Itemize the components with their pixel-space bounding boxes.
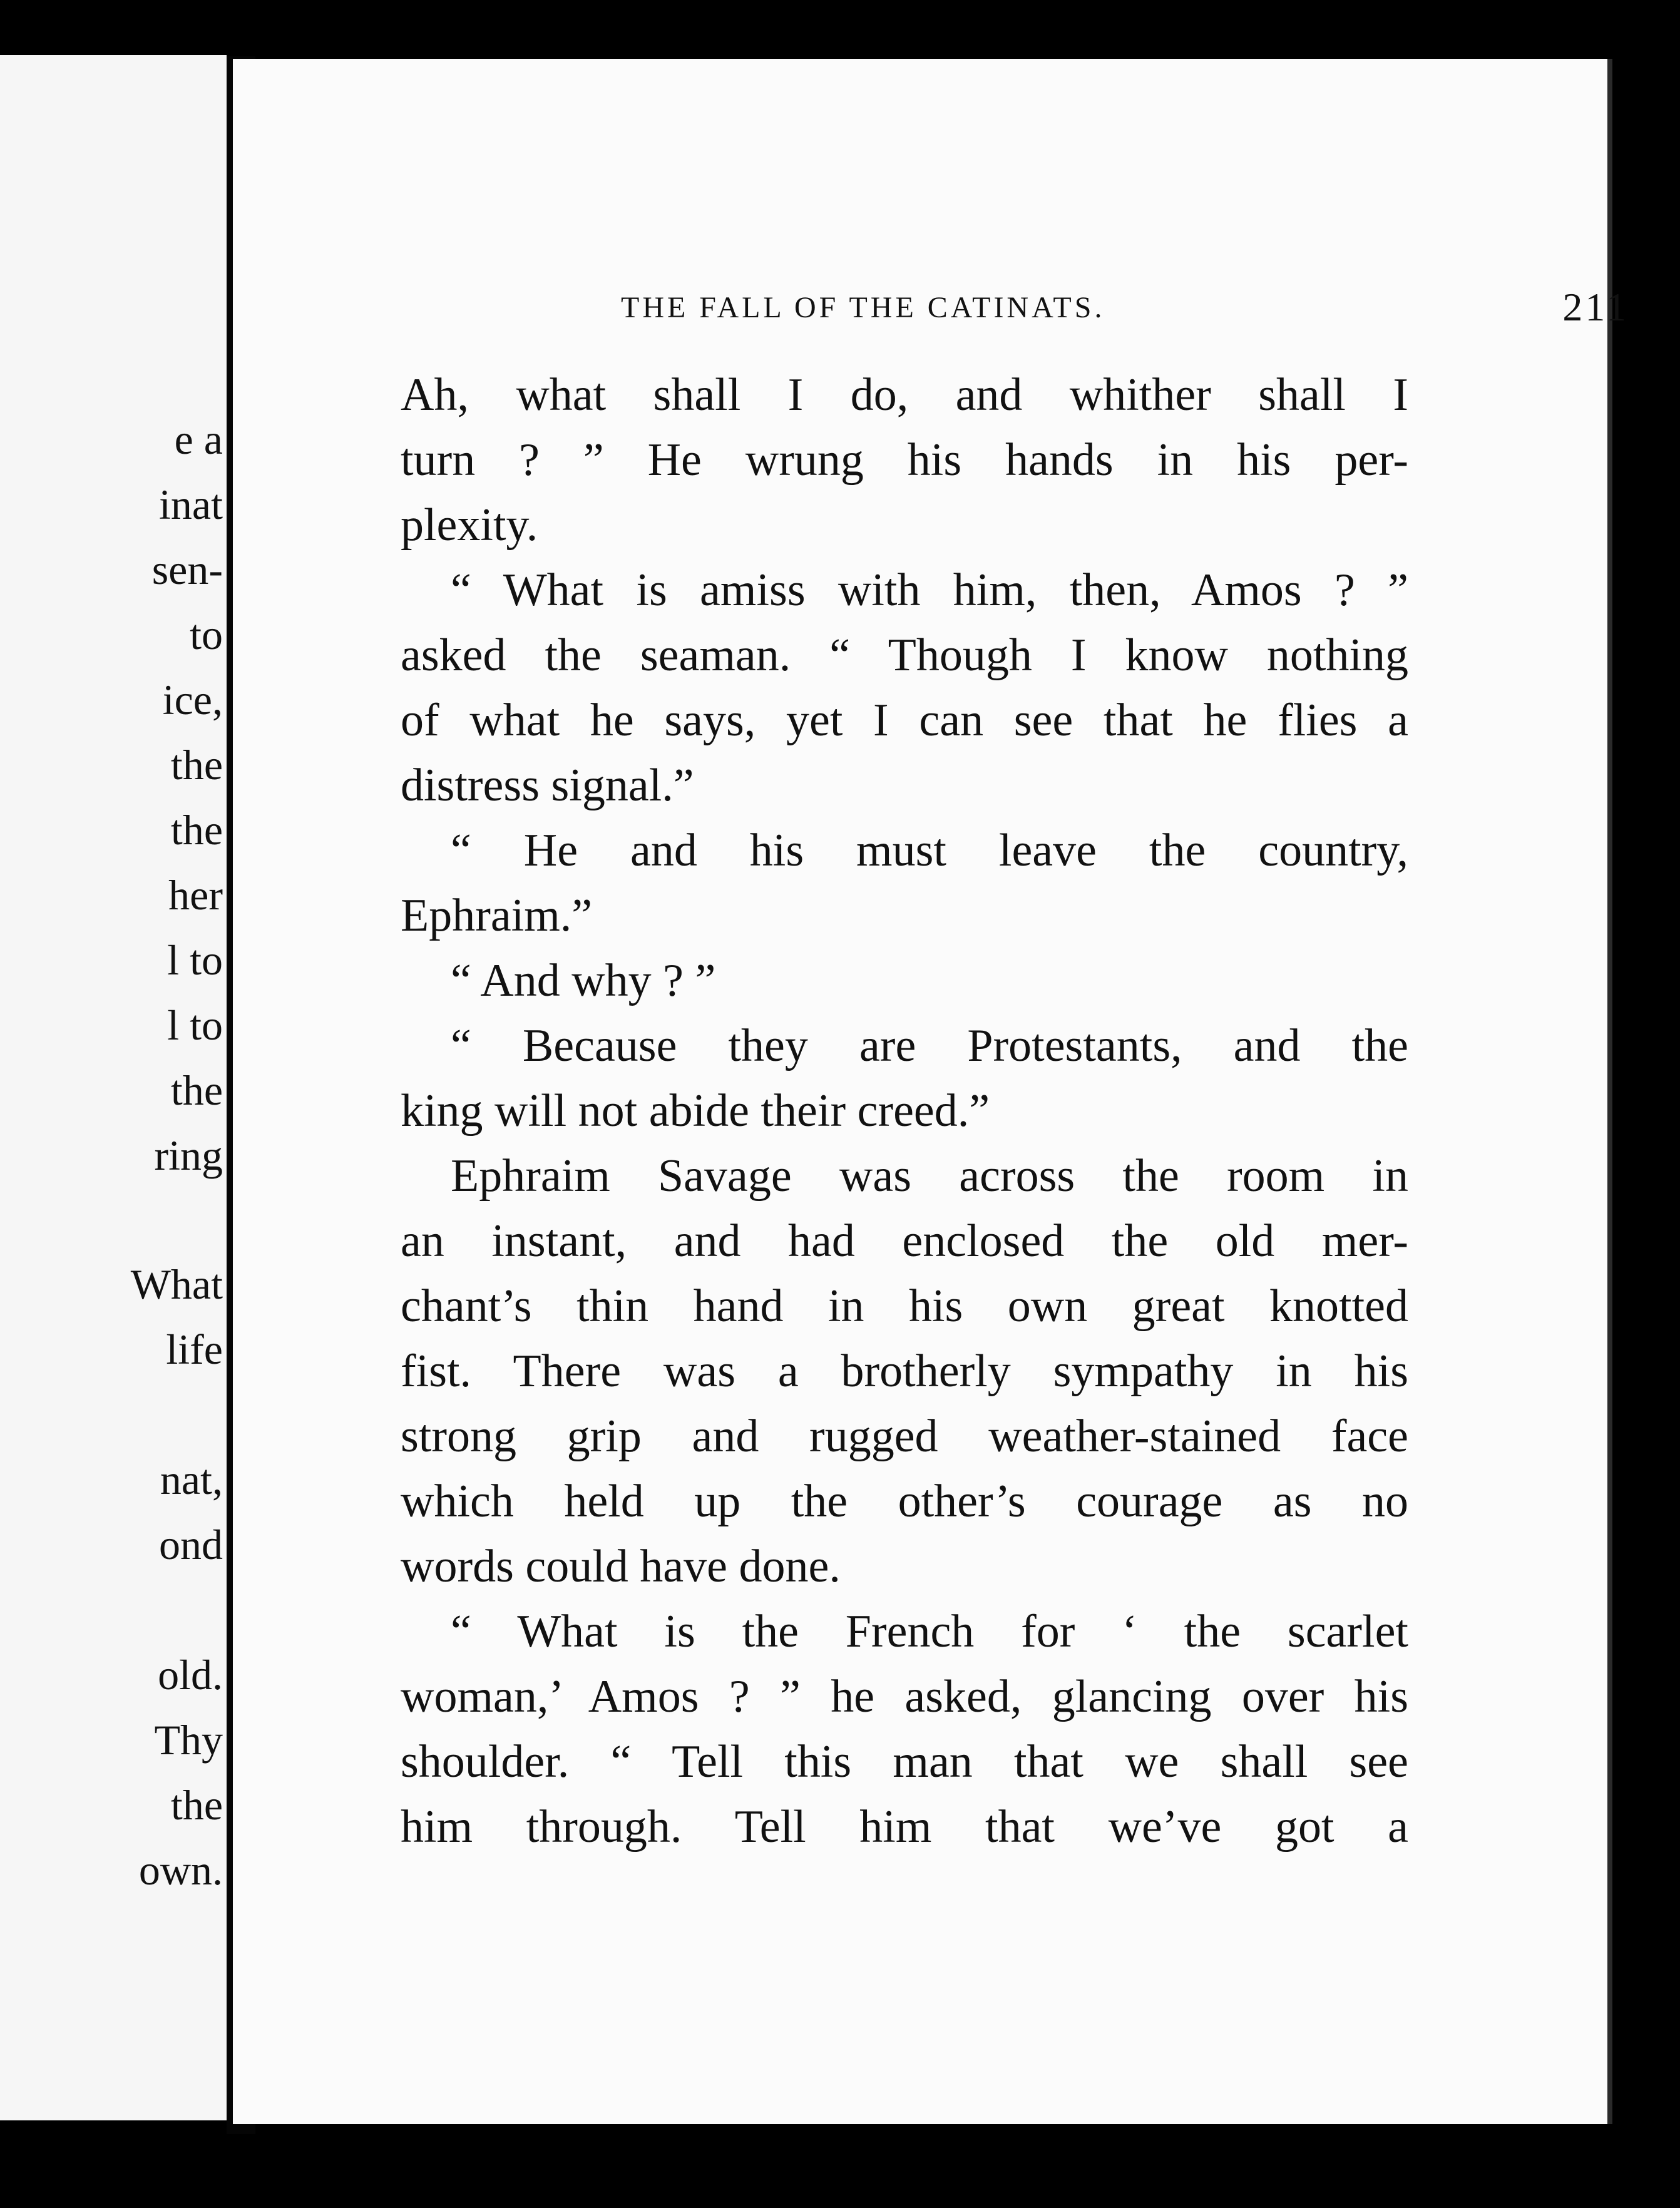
text-line: woman,’ Amos ? ” he asked, glancing over his [401,1671,1408,1722]
text-line: Ephraim.” [401,890,593,941]
text-line: shoulder. “ Tell this man that we shall see [401,1736,1408,1787]
text-line: “ He and his must leave the country, [451,825,1408,876]
text-line: turn ? ” He wrung his hands in his per- [401,434,1408,486]
left-page [0,55,227,2120]
text-line: which held up the other’s courage as no [401,1476,1408,1527]
left-page-fragment: ond [159,1521,223,1568]
left-page-fragment: the [170,806,223,854]
text-line: chant’s thin hand in his own great knotted [401,1280,1408,1332]
left-page-fragment: old. [158,1651,223,1699]
text-line: “ And why ? ” [451,955,716,1006]
text-line: an instant, and had enclosed the old mer- [401,1215,1408,1267]
text-line: plexity. [401,499,538,551]
left-page-fragment: e a [174,416,223,463]
left-page-fragment: the [170,741,223,789]
left-page-fragment: inat [159,481,223,528]
text-line: Ah, what shall I do, and whither shall I [401,369,1408,421]
page-number: 211 [1562,285,1629,329]
left-page-fragment: own. [138,1846,223,1894]
left-page-fragment: ring [154,1132,223,1179]
text-line: king will not abide their creed.” [401,1085,990,1137]
left-page-fragment: sen- [151,546,223,593]
text-line: asked the seaman. “ Though I know nothing [401,630,1408,681]
text-line: words could have done. [401,1541,841,1592]
left-page-fragment: What [130,1260,223,1308]
text-line: of what he says, yet I can see that he flies a [401,695,1408,746]
text-line: distress signal.” [401,760,694,811]
text-line: strong grip and rugged weather-stained face [401,1411,1408,1462]
left-page-fragment: l to [167,936,223,984]
body-text [401,362,1408,1859]
left-page-fragment: life [166,1326,223,1373]
text-line: “ Because they are Protestants, and the [451,1020,1408,1071]
left-page-fragment: to [190,611,223,658]
text-line: “ What is amiss with him, then, Amos ? ” [451,565,1408,616]
left-page-fragment: Thy [154,1716,223,1764]
left-page-fragment: ice, [162,676,223,723]
text-line: “ What is the French for ‘ the scarlet [451,1606,1408,1657]
text-line: fist. There was a brotherly sympathy in his [401,1346,1408,1397]
left-page-fragment: nat, [160,1456,223,1503]
left-page-fragment: her [168,871,223,919]
left-page-fragment: l to [167,1001,223,1049]
left-page-fragment: the [170,1781,223,1829]
right-page [233,59,1629,2124]
page-header [621,284,1629,340]
text-line: Ephraim Savage was across the room in [451,1150,1408,1202]
text-line: him through. Tell him that we’ve got a [401,1801,1408,1853]
left-page-fragment: the [170,1066,223,1114]
running-head: THE FALL OF THE CATINATS. [621,291,1105,324]
